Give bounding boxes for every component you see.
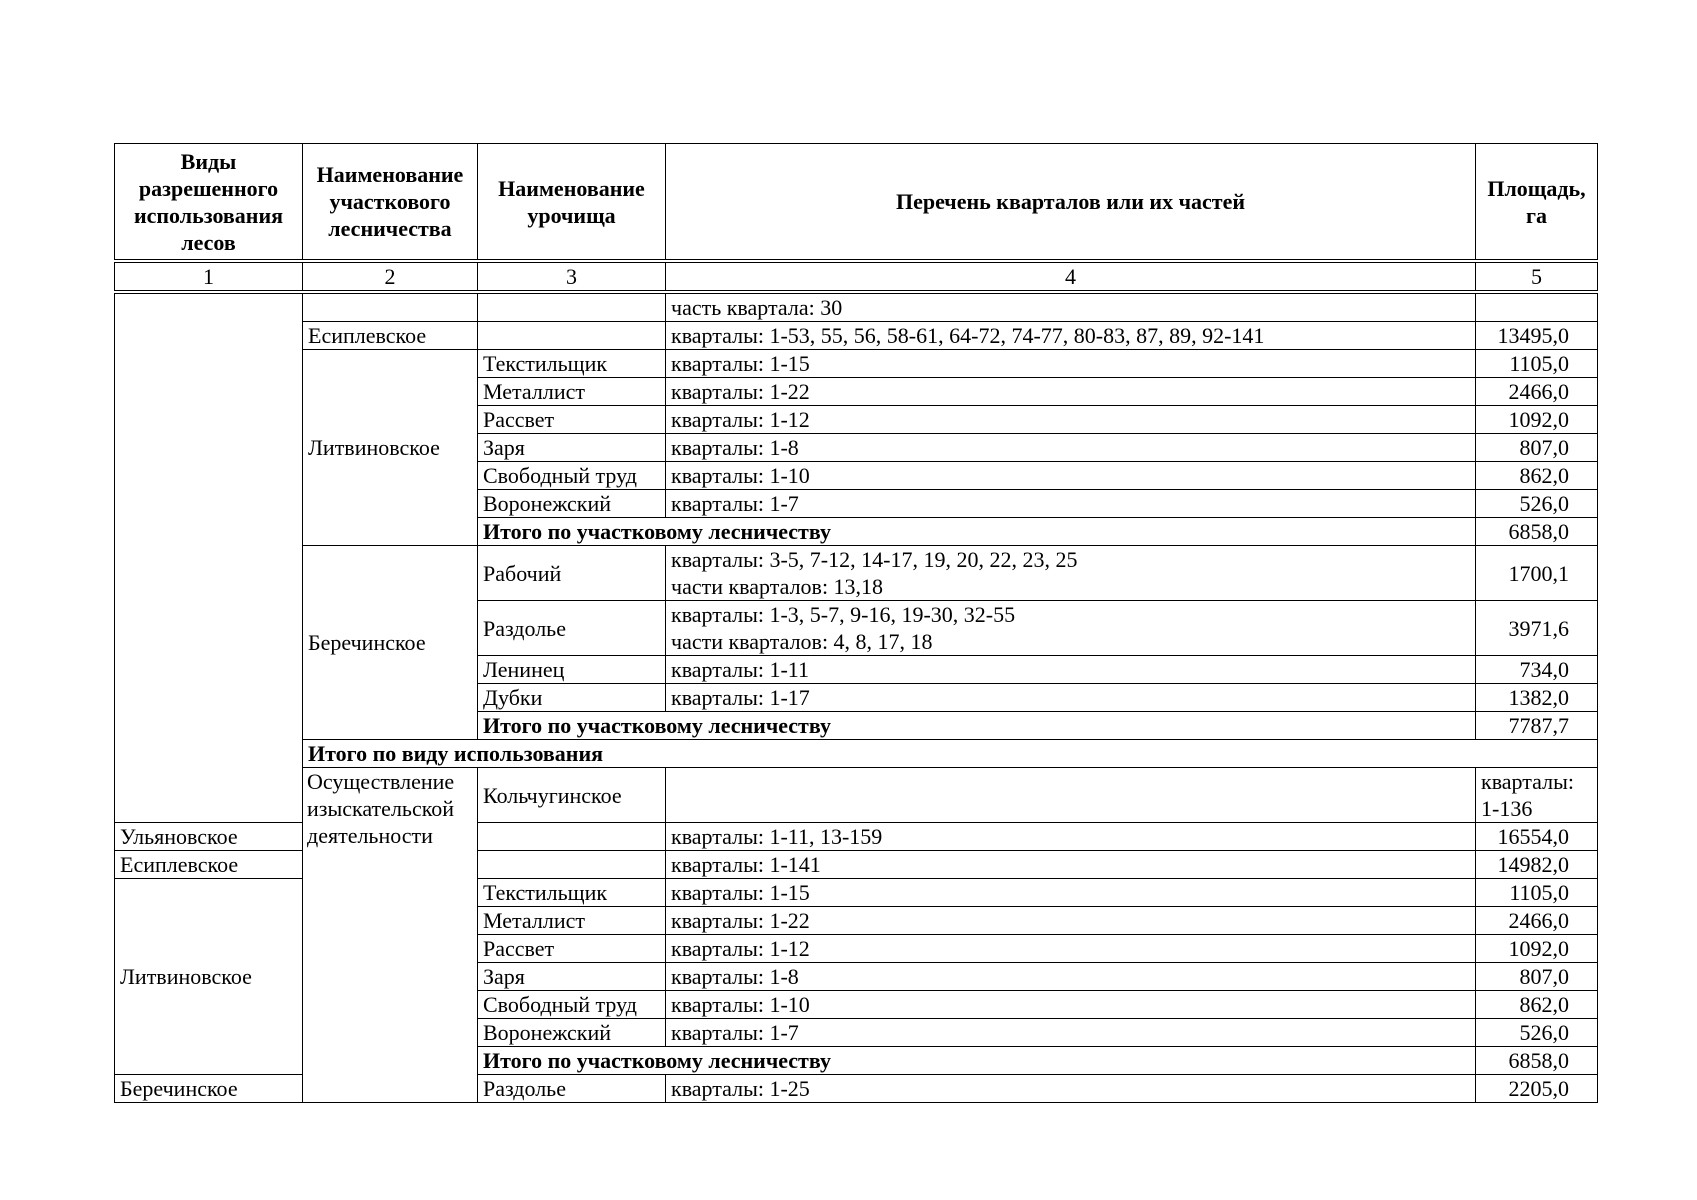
- forestry-total-label: Итого по участковому лесничеству: [478, 518, 1476, 546]
- header-use-type: Виды разрешенного использования лесов: [115, 144, 303, 262]
- area-cell: [1476, 292, 1598, 322]
- tract-cell: Рабочий: [478, 546, 666, 601]
- forestry-total-label: Итого по участковому лесничеству: [478, 712, 1476, 740]
- table-row: [115, 350, 1598, 378]
- tract-cell: Воронежский: [478, 490, 666, 518]
- quarters-cell: кварталы: 1-11, 13-159: [666, 823, 1476, 851]
- tract-cell: Металлист: [478, 378, 666, 406]
- tract-cell: Раздолье: [478, 1075, 666, 1103]
- tract-cell: Заря: [478, 963, 666, 991]
- quarters-parts-line: части кварталов: 13,18: [671, 574, 884, 599]
- column-number: 4: [666, 261, 1476, 292]
- table-row: [115, 322, 1598, 350]
- tract-cell: Свободный труд: [478, 462, 666, 490]
- quarters-parts-line: части кварталов: 4, 8, 17, 18: [671, 629, 933, 654]
- quarters-cell: кварталы: 1-10: [666, 462, 1476, 490]
- table-row: [115, 292, 1598, 322]
- area-cell: 807,0: [1476, 963, 1598, 991]
- tract-cell: Металлист: [478, 907, 666, 935]
- tract-cell: Свободный труд: [478, 991, 666, 1019]
- tract-cell: Раздолье: [478, 601, 666, 656]
- tract-cell: [666, 768, 1476, 823]
- forestry-cell: Беречинское: [303, 546, 478, 740]
- area-cell: 14982,0: [1476, 851, 1598, 879]
- tract-cell: [478, 322, 666, 350]
- use-type-cell: Осуществление изыскательской деятельности: [303, 768, 478, 1103]
- header-quarters: Перечень кварталов или их частей: [666, 144, 1476, 262]
- area-cell: 1105,0: [1476, 350, 1598, 378]
- quarters-cell: кварталы: 1-10: [666, 991, 1476, 1019]
- tract-cell: Заря: [478, 434, 666, 462]
- use-type-cell: [115, 292, 303, 823]
- area-cell: 526,0: [1476, 490, 1598, 518]
- forestry-cell: Кольчугинское: [478, 768, 666, 823]
- area-cell: 526,0: [1476, 1019, 1598, 1047]
- table-row: [115, 768, 1598, 823]
- quarters-cell: часть квартала: 30: [666, 292, 1476, 322]
- forestry-cell: Литвиновское: [303, 350, 478, 546]
- quarters-cell: [666, 601, 1476, 656]
- area-cell: 862,0: [1476, 991, 1598, 1019]
- tract-cell: [478, 851, 666, 879]
- column-number: 2: [303, 261, 478, 292]
- quarters-line: кварталы: 3-5, 7-12, 14-17, 19, 20, 22, 23, 25: [671, 547, 1078, 572]
- header-tract: Наименование урочища: [478, 144, 666, 262]
- quarters-cell: [666, 546, 1476, 601]
- header-area: Площадь, га: [1476, 144, 1598, 262]
- quarters-cell: кварталы: 1-7: [666, 1019, 1476, 1047]
- tract-cell: [478, 823, 666, 851]
- forestry-cell: Есиплевское: [115, 851, 303, 879]
- quarters-cell: кварталы: 1-11: [666, 656, 1476, 684]
- column-number: 1: [115, 261, 303, 292]
- quarters-cell: кварталы: 1-53, 55, 56, 58-61, 64-72, 74-77, 80-83, 87, 89, 92-141: [666, 322, 1476, 350]
- quarters-cell: кварталы: 1-8: [666, 963, 1476, 991]
- quarters-cell: кварталы: 1-17: [666, 684, 1476, 712]
- tract-cell: Рассвет: [478, 406, 666, 434]
- table-row: [115, 546, 1598, 601]
- forestry-cell: Есиплевское: [303, 322, 478, 350]
- area-cell: 862,0: [1476, 462, 1598, 490]
- forestry-total-label: Итого по участковому лесничеству: [478, 1047, 1476, 1075]
- area-cell: 2466,0: [1476, 378, 1598, 406]
- tract-cell: Текстильщик: [478, 350, 666, 378]
- quarters-cell: кварталы: 1-7: [666, 490, 1476, 518]
- forestry-total-area: 7787,7: [1476, 712, 1598, 740]
- forestry-cell: Ульяновское: [115, 823, 303, 851]
- area-cell: 1105,0: [1476, 879, 1598, 907]
- area-cell: 2205,0: [1476, 1075, 1598, 1103]
- area-cell: 2466,0: [1476, 907, 1598, 935]
- tract-cell: Ленинец: [478, 656, 666, 684]
- quarters-cell: кварталы: 1-141: [666, 851, 1476, 879]
- quarters-cell: кварталы: 1-15: [666, 350, 1476, 378]
- area-cell: 807,0: [1476, 434, 1598, 462]
- header-forestry: Наименование участкового лесничества: [303, 144, 478, 262]
- quarters-cell: кварталы: 1-25: [666, 1075, 1476, 1103]
- area-cell: 1382,0: [1476, 684, 1598, 712]
- forestry-cell: [303, 292, 478, 322]
- area-cell: 13495,0: [1476, 322, 1598, 350]
- area-cell: 734,0: [1476, 656, 1598, 684]
- quarters-line: кварталы: 1-3, 5-7, 9-16, 19-30, 32-55: [671, 602, 1016, 627]
- forestry-total-area: 6858,0: [1476, 518, 1598, 546]
- use-total-label: Итого по виду использования: [303, 740, 1598, 768]
- area-cell: 16554,0: [1476, 823, 1598, 851]
- quarters-cell: кварталы: 1-8: [666, 434, 1476, 462]
- use-total-row: [115, 740, 1598, 768]
- quarters-cell: кварталы: 1-12: [666, 935, 1476, 963]
- forestry-cell: Литвиновское: [115, 879, 303, 1075]
- quarters-cell: кварталы: 1-136: [1476, 768, 1598, 823]
- forest-use-table: [114, 143, 1598, 1103]
- area-cell: 1700,1: [1476, 546, 1598, 601]
- column-number: 3: [478, 261, 666, 292]
- column-number: 5: [1476, 261, 1598, 292]
- quarters-cell: кварталы: 1-12: [666, 406, 1476, 434]
- tract-cell: [478, 292, 666, 322]
- column-number-row: [115, 261, 1598, 292]
- area-cell: 1092,0: [1476, 406, 1598, 434]
- quarters-cell: кварталы: 1-15: [666, 879, 1476, 907]
- tract-cell: Воронежский: [478, 1019, 666, 1047]
- tract-cell: Дубки: [478, 684, 666, 712]
- quarters-cell: кварталы: 1-22: [666, 907, 1476, 935]
- tract-cell: Рассвет: [478, 935, 666, 963]
- header-row: [115, 144, 1598, 262]
- forestry-cell: Беречинское: [115, 1075, 303, 1103]
- area-cell: 3971,6: [1476, 601, 1598, 656]
- quarters-cell: кварталы: 1-22: [666, 378, 1476, 406]
- tract-cell: Текстильщик: [478, 879, 666, 907]
- area-cell: 1092,0: [1476, 935, 1598, 963]
- forestry-total-area: 6858,0: [1476, 1047, 1598, 1075]
